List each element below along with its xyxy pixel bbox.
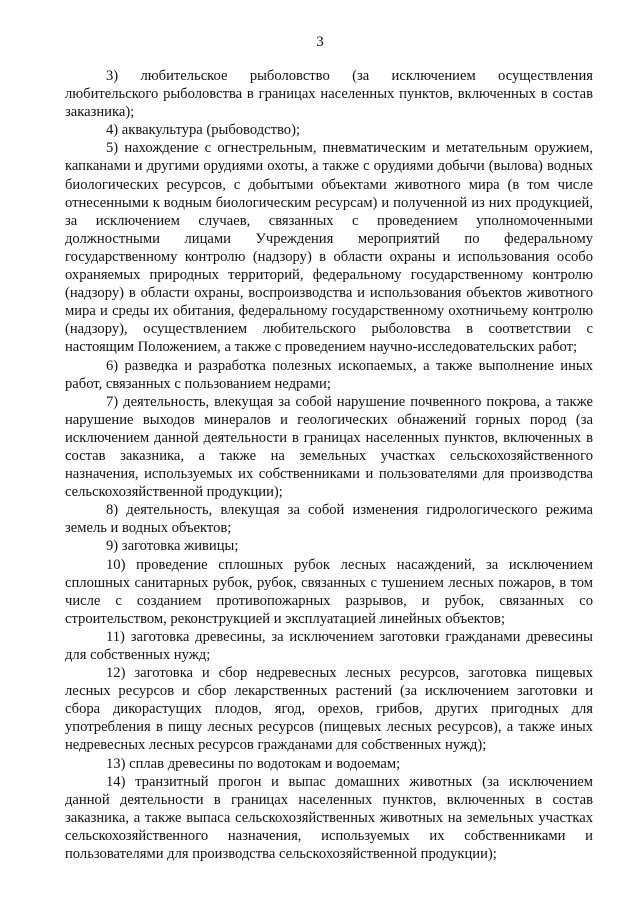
paragraph-item-12: 12) заготовка и сбор недревесных лесных ресурсов, заготовка пищевых лесных ресурсов и сбор лекарственных растений (за исключением заготовки и сбора дикорастущих плодов, ягод, орехов, грибов, других пригодных для употребления в пищу лесных ресурсов (пищевых лесных ресурсов), а также иных недревесных лесных ресурсов гражданами для собственных нужд); — [65, 665, 593, 754]
page-number: 3 — [316, 34, 324, 50]
paragraph-item-5: 5) нахождение с огнестрельным, пневматическим и метательным оружием, капканами и другими орудиями охоты, а также с орудиями добычи (вылова) водных биологических ресурсов, с добытыми объектами животного мира (в том числе отнесенными к водным биологическим ресурсам) и полученной из них продукцией, за исключением случаев, связанных с проведением уполномоченными должностными лицами Учреждения мероприятий по федеральному государственному контролю (надзору) в области охраны и использования особо охраняемых природных территорий, федеральному государственному контролю (надзору) в области охраны, воспроизводства и использования объектов животного мира и среды их обитания, федеральному государственному охотничьему контролю (надзору), осуществлением любительского рыболовства в соответствии с настоящим Положением, а также с проведением научно-исследовательских работ; — [65, 140, 593, 356]
paragraph-item-3: 3) любительское рыболовство (за исключением осуществления любительского рыболовства в границах населенных пунктов, включенных в состав заказника); — [65, 68, 593, 121]
paragraph-item-4: 4) аквакультура (рыбоводство); — [106, 122, 301, 139]
paragraph-item-10: 10) проведение сплошных рубок лесных насаждений, за исключением сплошных санитарных рубок, рубок, связанных с тушением лесных пожаров, в том числе с созданием противопожарных разрывов, и рубок, связанных со строительством, реконструкцией и эксплуатацией линейных объектов; — [65, 556, 593, 627]
paragraph-item-7: 7) деятельность, влекущая за собой нарушение почвенного покрова, а также нарушение выходов минералов и геологических обнажений горных пород (за исключением данной деятельности в границах населенных пунктов, включенных в состав заказника, а также на земельных участках сельскохозяйственного назначения, используемых их собственниками и пользователями для производства сельскохозяйственной продукции); — [65, 393, 593, 501]
paragraph-item-11: 11) заготовка древесины, за исключением заготовки гражданами древесины для собственных нужд; — [65, 628, 593, 663]
paragraph-item-9: 9) заготовка живицы; — [106, 538, 239, 555]
paragraph-item-8: 8) деятельность, влекущая за собой изменения гидрологического режима земель и водных объектов; — [65, 502, 593, 537]
paragraph-item-13: 13) сплав древесины по водотокам и водоемам; — [106, 755, 401, 772]
body-text — [65, 67, 593, 863]
paragraph-item-6: 6) разведка и разработка полезных ископаемых, а также выполнение иных работ, связанных с пользованием недрами; — [65, 357, 593, 392]
paragraph-item-14: 14) транзитный прогон и выпас домашних животных (за исключением данной деятельности в границах населенных пунктов, включенных в состав заказника, а также выпаса сельскохозяйственных животных на земельных участках сельскохозяйственного назначения, используемых их собственниками и пользователями для производства сельскохозяйственной продукции); — [65, 773, 593, 863]
